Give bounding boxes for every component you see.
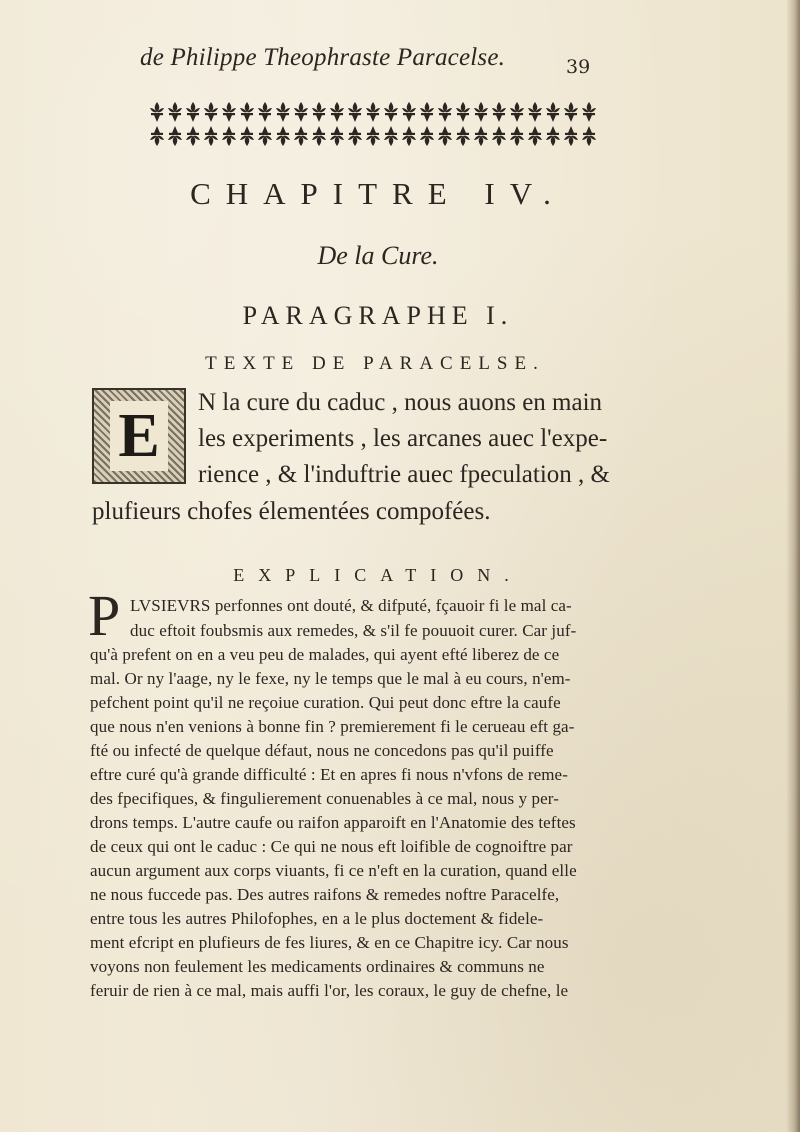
chapter-subtitle: De la Cure. xyxy=(317,241,439,270)
commentary-line: que nous n'en venions à bonne fin ? premierement fi le cerueau eft ga- xyxy=(90,717,575,736)
fleuron-row-top xyxy=(150,102,596,122)
section-heading: TEXTE DE PARACELSE. xyxy=(205,353,545,374)
commentary-line: drons temps. L'autre caufe ou raifon apparoift en l'Anatomie des teftes xyxy=(90,813,576,832)
text-line: plufieurs chofes élementées compofées. xyxy=(92,498,491,525)
commentary-line: pefchent point qu'il ne reçoiue curation. Qui peut donc eftre la caufe xyxy=(90,693,561,712)
paragraph-heading: PARAGRAPHE I. xyxy=(242,301,514,330)
commentary-line: ment efcript en plufieurs de fes liures, & en ce Chapitre icy. Car nous xyxy=(90,933,569,952)
page-number: 39 xyxy=(566,56,591,78)
commentary-line: de ceux qui ont le caduc : Ce qui ne nous eft loifible de cognoiftre par xyxy=(90,837,573,856)
commentary-line: mal. Or ny l'aage, ny le fexe, ny le temps que le mal à eu cours, n'em- xyxy=(90,669,571,688)
commentary-line: LVSIEVRS perfonnes ont douté, & difputé, fçauoir fi le mal ca- xyxy=(130,596,572,615)
commentary-line: voyons non feulement les medicaments ordinaires & communs ne xyxy=(90,957,545,976)
drop-initial-letter: E xyxy=(110,401,167,471)
fleuron-row-bottom xyxy=(150,126,596,146)
commentary-line: fté ou infecté de quelque défaut, nous ne concedons pas qu'il puiffe xyxy=(90,741,554,760)
decorated-drop-initial xyxy=(92,388,186,484)
commentary-line: duc eftoit foubsmis aux remedes, & s'il fe pouuoit curer. Car juf- xyxy=(130,621,577,640)
running-head: de Philippe Theophraste Paracelse. xyxy=(140,44,506,71)
commentary-line: ne nous fuccede pas. Des autres raifons & remedes noftre Paracelfe, xyxy=(90,885,560,904)
commentary-line: qu'à prefent on en a veu peu de malades, qui ayent efté liberez de ce xyxy=(90,645,560,664)
commentary-initial: P xyxy=(88,583,121,648)
commentary-line: eftre curé qu'à grande difficulté : Et en apres fi nous n'vfons de reme- xyxy=(90,765,568,784)
commentary-line: aucun argument aux corps viuants, fi ce n'eft en la curation, quand elle xyxy=(90,861,577,880)
explication-heading: EXPLICATION. xyxy=(233,565,523,585)
fleuron-ornament-band xyxy=(148,100,598,148)
commentary-line: feruir de rien à ce mal, mais auffi l'or, les coraux, le guy de chefne, le xyxy=(90,981,569,1000)
chapter-title: CHAPITRE IV. xyxy=(190,176,566,211)
commentary-line: des fpecifiques, & fingulierement conuenables à ce mal, nous y per- xyxy=(90,789,559,808)
page-edge-shadow xyxy=(786,0,800,1132)
text-line: rience , & l'induftrie auec fpeculation , & xyxy=(198,461,610,488)
text-line: les experiments , les arcanes auec l'expe- xyxy=(198,425,608,452)
text-line: N la cure du caduc , nous auons en main xyxy=(198,389,603,416)
commentary-line: entre tous les autres Philofophes, en a le plus doctement & fidele- xyxy=(90,909,544,928)
